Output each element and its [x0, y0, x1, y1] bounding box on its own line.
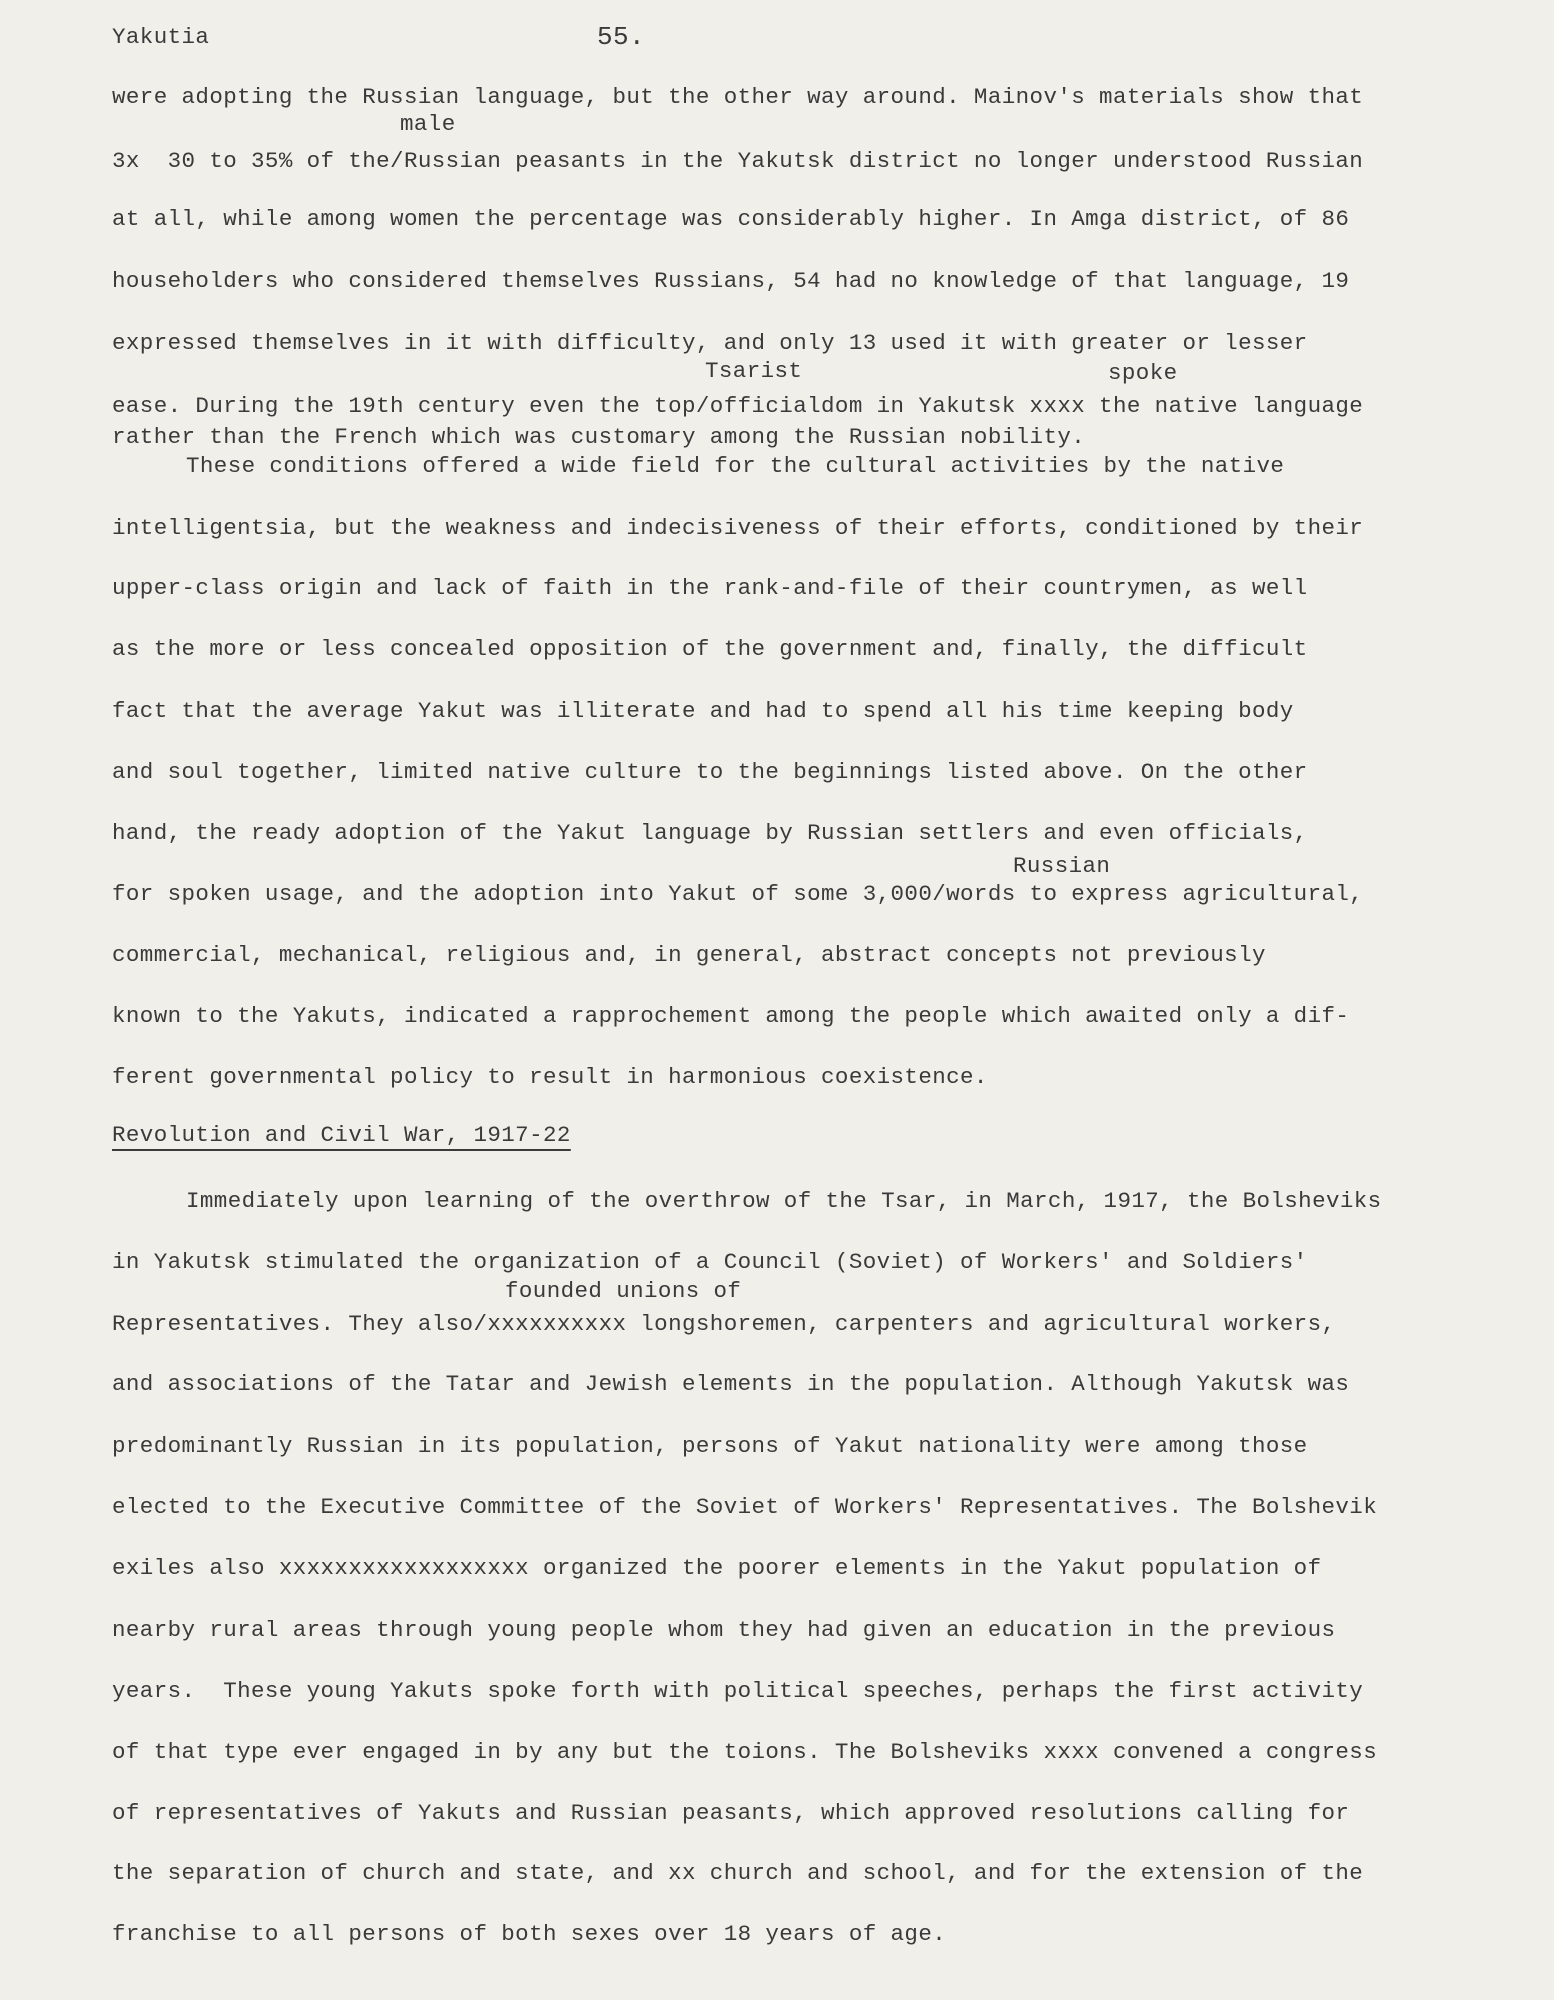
text-line: commercial, mechanical, religious and, in general, abstract concepts not previously — [112, 942, 1266, 968]
text-line: Representatives. They also/xxxxxxxxxx longshoremen, carpenters and agricultural workers, — [112, 1311, 1336, 1337]
text-line: as the more or less concealed opposition of the government and, finally, the difficult — [112, 636, 1308, 662]
running-title: Yakutia — [112, 24, 210, 50]
text-line: Russian — [1013, 853, 1111, 879]
text-line: nearby rural areas through young people whom they had given an education in the previous — [112, 1617, 1336, 1643]
text-line: were adopting the Russian language, but the other way around. Mainov's materials show that — [112, 84, 1364, 110]
text-line: spoke — [1108, 360, 1178, 386]
text-line: franchise to all persons of both sexes over 18 years of age. — [112, 1921, 947, 1947]
text-line: of representatives of Yakuts and Russian peasants, which approved resolutions calling for — [112, 1800, 1350, 1826]
text-line: expressed themselves in it with difficulty, and only 13 used it with greater or lesser — [112, 330, 1308, 356]
text-line: elected to the Executive Committee of the Soviet of Workers' Representatives. The Bolshevik — [112, 1494, 1378, 1520]
text-line: rather than the French which was customary among the Russian nobility. — [112, 424, 1086, 450]
text-line: These conditions offered a wide field for the cultural activities by the native — [186, 453, 1285, 479]
text-line: ease. During the 19th century even the top/officialdom in Yakutsk xxxx the native language — [112, 393, 1364, 419]
text-line: householders who considered themselves Russians, 54 had no knowledge of that language, 19 — [112, 268, 1350, 294]
text-line: and associations of the Tatar and Jewish elements in the population. Although Yakutsk was — [112, 1371, 1350, 1397]
text-line: male — [400, 111, 456, 137]
page-number: 55. — [597, 22, 646, 52]
text-line: intelligentsia, but the weakness and indecisiveness of their efforts, conditioned by their — [112, 515, 1364, 541]
text-line: for spoken usage, and the adoption into Yakut of some 3,000/words to express agricultural, — [112, 881, 1364, 907]
text-line: Immediately upon learning of the overthrow of the Tsar, in March, 1917, the Bolsheviks — [186, 1188, 1382, 1214]
text-line: known to the Yakuts, indicated a rapprochement among the people which awaited only a dif- — [112, 1003, 1350, 1029]
text-line: fact that the average Yakut was illiterate and had to spend all his time keeping body — [112, 698, 1294, 724]
text-line: at all, while among women the percentage was considerably higher. In Amga district, of 86 — [112, 206, 1350, 232]
text-line: hand, the ready adoption of the Yakut language by Russian settlers and even officials, — [112, 820, 1308, 846]
text-line: in Yakutsk stimulated the organization of a Council (Soviet) of Workers' and Soldiers' — [112, 1249, 1308, 1275]
text-line: of that type ever engaged in by any but the toions. The Bolsheviks xxxx convened a congress — [112, 1739, 1378, 1765]
text-line: 3x 30 to 35% of the/Russian peasants in the Yakutsk district no longer understood Russian — [112, 148, 1364, 174]
text-line: ferent governmental policy to result in harmonious coexistence. — [112, 1064, 988, 1090]
text-line: years. These young Yakuts spoke forth with political speeches, perhaps the first activity — [112, 1678, 1364, 1704]
text-line: the separation of church and state, and xx church and school, and for the extension of the — [112, 1860, 1364, 1886]
text-line: exiles also xxxxxxxxxxxxxxxxxx organized the poorer elements in the Yakut population of — [112, 1555, 1322, 1581]
text-line: founded unions of — [505, 1278, 742, 1304]
text-line: Tsarist — [705, 358, 803, 384]
text-line: upper-class origin and lack of faith in the rank-and-file of their countrymen, as well — [112, 575, 1308, 601]
section-heading: Revolution and Civil War, 1917-22 — [112, 1122, 571, 1148]
text-line: and soul together, limited native culture to the beginnings listed above. On the other — [112, 759, 1308, 785]
text-line: predominantly Russian in its population, persons of Yakut nationality were among those — [112, 1433, 1308, 1459]
